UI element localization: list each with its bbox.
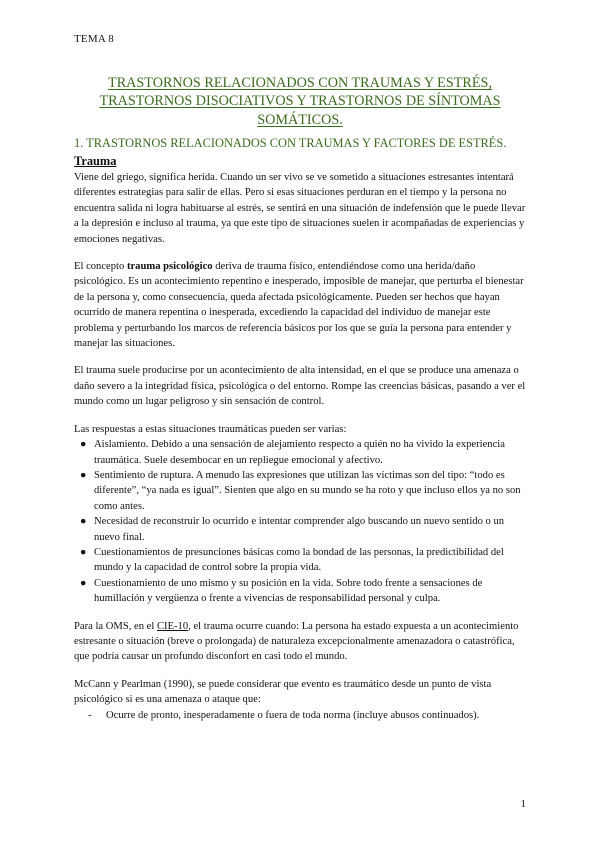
paragraph-2 (74, 259, 528, 351)
body-text (74, 170, 528, 723)
title-line-3: SOMÁTICOS. (257, 111, 343, 128)
bullet-icon: ● (80, 439, 87, 451)
paragraph-2-rest: deriva de trauma físico, entendiéndose como una herida/daño psicológico. Es un acontecimiento repentino e inesperado, imposible de manejar, que perturba el bienestar de la persona y, como consecuencia, queda afectada psicológicamente. Pueden ser hechos que hayan ocurrido de manera repentina o inesperada, excediendo la capacidad del individuo de manejar este problema y perturbando los marcos de referencia básicos por los que se guía la persona para entender y manejar las situaciones. (74, 261, 524, 350)
list-item-text: Cuestionamientos de presunciones básicas como la bondad de las personas, la predictibilidad del mundo y la capacidad de control sobre la propia vida. (94, 546, 504, 574)
list-item-text: Ocurre de pronto, inesperadamente o fuera de toda norma (incluye abusos continuados). (106, 709, 480, 721)
paragraph-2-lead: El concepto (74, 261, 127, 273)
list-item-text: Necesidad de reconstruir lo ocurrido e intentar comprender algo buscando un nuevo sentido o un nuevo final. (94, 516, 505, 543)
paragraph-5-rest: , el trauma ocurre cuando: La persona ha estado expuesta a un acontecimiento estresante o situación (breve o prolongada) de naturaleza excepcionalmente amenazadora o catastrófica, que podría causar un profundo disconfort en casi todo el mundo. (74, 620, 519, 663)
list-item (88, 708, 528, 723)
section-heading: 1. TRASTORNOS RELACIONADOS CON TRAUMAS Y FACTORES DE ESTRÉS. (74, 136, 507, 150)
document-title (84, 74, 516, 129)
title-line-2: TRASTORNOS DISOCIATIVOS Y TRASTORNOS DE SÍNTOMAS (99, 93, 501, 110)
paragraph-5-lead: Para la OMS, en el (74, 620, 157, 632)
paragraph-6: McCann y Pearlman (1990), se puede considerar que evento es traumático desde un punto de vista psicológico si es una amenaza o ataque que: (74, 678, 492, 706)
bullet-icon: ● (80, 546, 87, 558)
list-item-text: Sentimiento de ruptura. A menudo las expresiones que utilizan las víctimas son del tipo: “todo es diferente”, “ya nada es igual”. Sienten que algo en su mundo se ha roto y que incluso ellos ya no son como antes. (94, 469, 521, 512)
criteria-list (74, 708, 528, 723)
paragraph-1: Viene del griego, significa herida. Cuando un ser vivo se ve sometido a situaciones estresantes intentará diferentes estrategias para salir de ellas. Pero si esas situaciones perduran en el tiempo y la persona no encuentra salida ni logra habituarse al estrés, se sentirá en una situación de indefensión que le puede llevar a la depresión e incluso al trauma, ya que este tipo de situaciones suelen ir acompañadas de experiencias y emociones negativas. (74, 172, 526, 245)
paragraph-4: Las respuestas a estas situaciones traumáticas pueden ser varias: (74, 423, 347, 435)
list-item (80, 514, 528, 545)
list-item (80, 545, 528, 576)
list-item-text: Aislamiento. Debido a una sensación de alejamiento respecto a quién no ha vivido la experiencia traumática. Suele desembocar en un repliegue emocional y afectivo. (94, 439, 505, 466)
list-item (80, 576, 528, 607)
list-item (80, 468, 528, 514)
cie-10-link[interactable]: CIE-10 (156, 620, 189, 632)
bullet-icon: ● (80, 577, 87, 589)
page-number: 1 (520, 798, 526, 810)
paragraph-3: El trauma suele producirse por un acontecimiento de alta intensidad, en el que se produce una amenaza o daño severo a la integridad física, psicológica o del entorno. Rompe las creencias básicas, pasando a ver el mundo como un lugar peligroso y sin sensación de control. (74, 365, 526, 408)
list-item-text: Cuestionamiento de uno mismo y su posición en la vida. Sobre todo frente a sensaciones de humillación y vergüenza o frente a vivencias de responsabilidad personal y culpa. (94, 577, 483, 605)
title-line-1: TRASTORNOS RELACIONADOS CON TRAUMAS Y ESTRÉS, (108, 75, 492, 91)
list-item (80, 437, 528, 468)
bullet-icon: ● (80, 516, 87, 528)
subheading-trauma: Trauma (74, 154, 117, 168)
bullet-icon: ● (80, 469, 87, 481)
paragraph-2-bold-term: trauma psicológico (126, 261, 213, 273)
responses-list (74, 437, 528, 606)
header-label: TEMA 8 (74, 33, 115, 45)
paragraph-5 (74, 619, 528, 665)
dash-icon: - (88, 709, 92, 721)
